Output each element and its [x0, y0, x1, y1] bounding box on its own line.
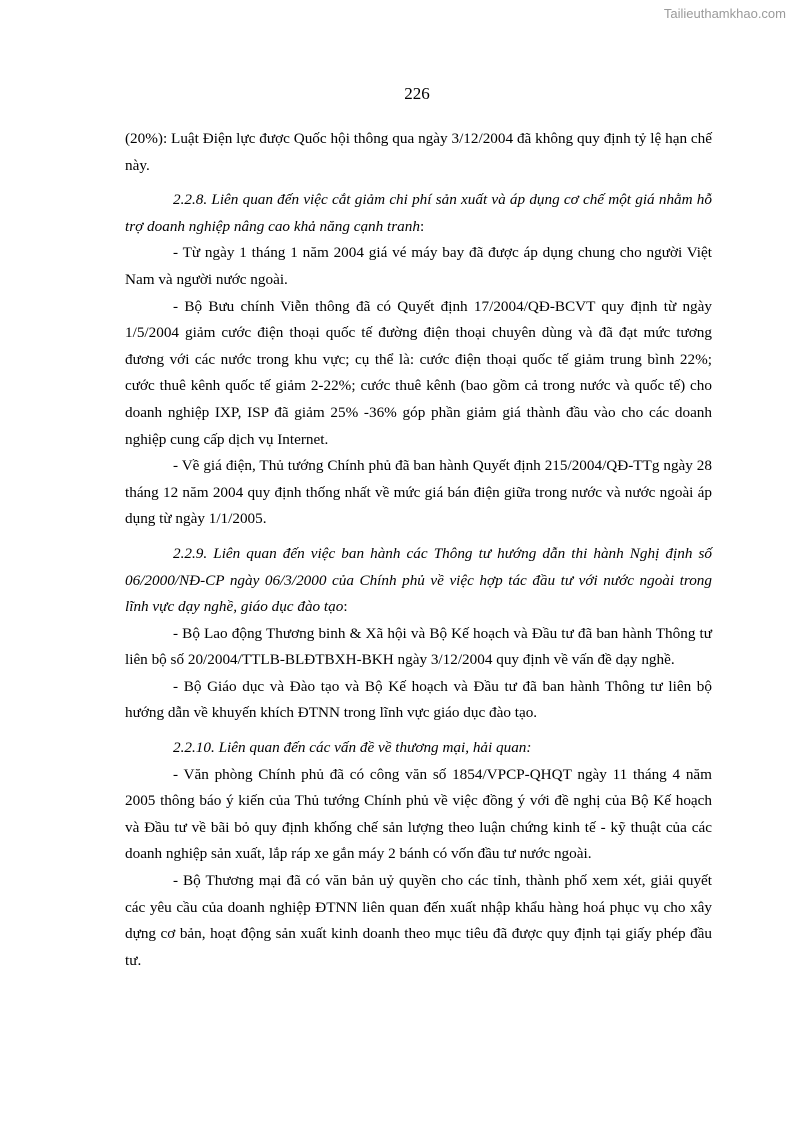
heading-text: 2.2.8. Liên quan đến việc cắt giảm chi phí sản xuất và áp dụng cơ chế một giá nhằm hỗ trợ doanh nghiệp nâng cao khả năng cạnh tranh — [125, 191, 712, 235]
section-heading-2-2-10 — [125, 735, 712, 762]
list-item: - Văn phòng Chính phủ đã có công văn số 1854/VPCP-QHQT ngày 11 tháng 4 năm 2005 thông báo ý kiến của Thủ tướng Chính phủ về việc đồng ý với đề nghị của Bộ Kế hoạch và Đầu tư về bãi bỏ quy định khống chế sản lượng theo luận chứng kinh tế - kỹ thuật của các doanh nghiệp sản xuất, lắp ráp xe gắn máy 2 bánh có vốn đầu tư nước ngoài. — [125, 765, 712, 863]
list-item: - Bộ Thương mại đã có văn bản uỷ quyền cho các tỉnh, thành phố xem xét, giải quyết các yêu cầu của doanh nghiệp ĐTNN liên quan đến xuất nhập khẩu hàng hoá phục vụ cho xây dựng cơ bản, hoạt động sản xuất kinh doanh theo mục tiêu đã được quy định tại giấy phép đầu tư. — [125, 872, 712, 969]
list-item: - Từ ngày 1 tháng 1 năm 2004 giá vé máy bay đã được áp dụng chung cho người Việt Nam và người nước ngoài. — [125, 244, 712, 288]
list-item: - Về giá điện, Thủ tướng Chính phủ đã ban hành Quyết định 215/2004/QĐ-TTg ngày 28 tháng 12 năm 2004 quy định thống nhất về mức giá bán điện giữa trong nước và nước ngoài áp dụng từ ngày 1/1/2005. — [125, 457, 712, 528]
section-heading-2-2-9 — [125, 541, 712, 621]
heading-text: 2.2.9. Liên quan đến việc ban hành các Thông tư hướng dẫn thi hành Nghị định số 06/2000/NĐ-CP ngày 06/3/2000 của Chính phủ về việc hợp tác đầu tư với nước ngoài trong lĩnh vực dạy nghề, giáo dục đào tạo — [125, 544, 712, 616]
heading-suffix: : — [343, 598, 348, 616]
list-item: - Bộ Giáo dục và Đào tạo và Bộ Kế hoạch và Đầu tư đã ban hành Thông tư liên bộ hướng dẫn về khuyến khích ĐTNN trong lĩnh vực giáo dục đào tạo. — [125, 677, 712, 722]
heading-suffix: : — [419, 217, 425, 235]
heading-text: 2.2.10. Liên quan đến các vấn đề về thương mại, hải quan: — [173, 739, 532, 757]
list-item: - Bộ Bưu chính Viễn thông đã có Quyết định 17/2004/QĐ-BCVT quy định từ ngày 1/5/2004 giảm cước điện thoại quốc tế đường điện thoại chuyên dùng và đã đạt mức tương đương với các nước trong khu vực; cụ thể là: cước điện thoại quốc tế giảm trung bình 22%; cước thuê kênh quốc tế giảm 2-22%; cước thuê kênh (bao gồm cả trong nước và quốc tế) cho doanh nghiệp IXP, ISP đã giảm 25% -36% góp phần giảm giá thành đầu vào cho các doanh nghiệp cung cấp dịch vụ Internet. — [125, 297, 712, 448]
section-heading-2-2-8 — [125, 187, 712, 240]
page-number: 226 — [404, 84, 430, 103]
list-item: - Bộ Lao động Thương binh & Xã hội và Bộ Kế hoạch và Đầu tư đã ban hành Thông tư liên bộ số 20/2004/TTLB-BLĐTBXH-BKH ngày 3/12/2004 quy định về vấn đề dạy nghề. — [125, 624, 712, 669]
watermark: Tailieuthamkhao.com — [663, 6, 786, 21]
document-body — [125, 126, 712, 974]
paragraph-continuation: (20%): Luật Điện lực được Quốc hội thông qua ngày 3/12/2004 đã không quy định tỷ lệ hạn chế này. — [125, 130, 712, 174]
